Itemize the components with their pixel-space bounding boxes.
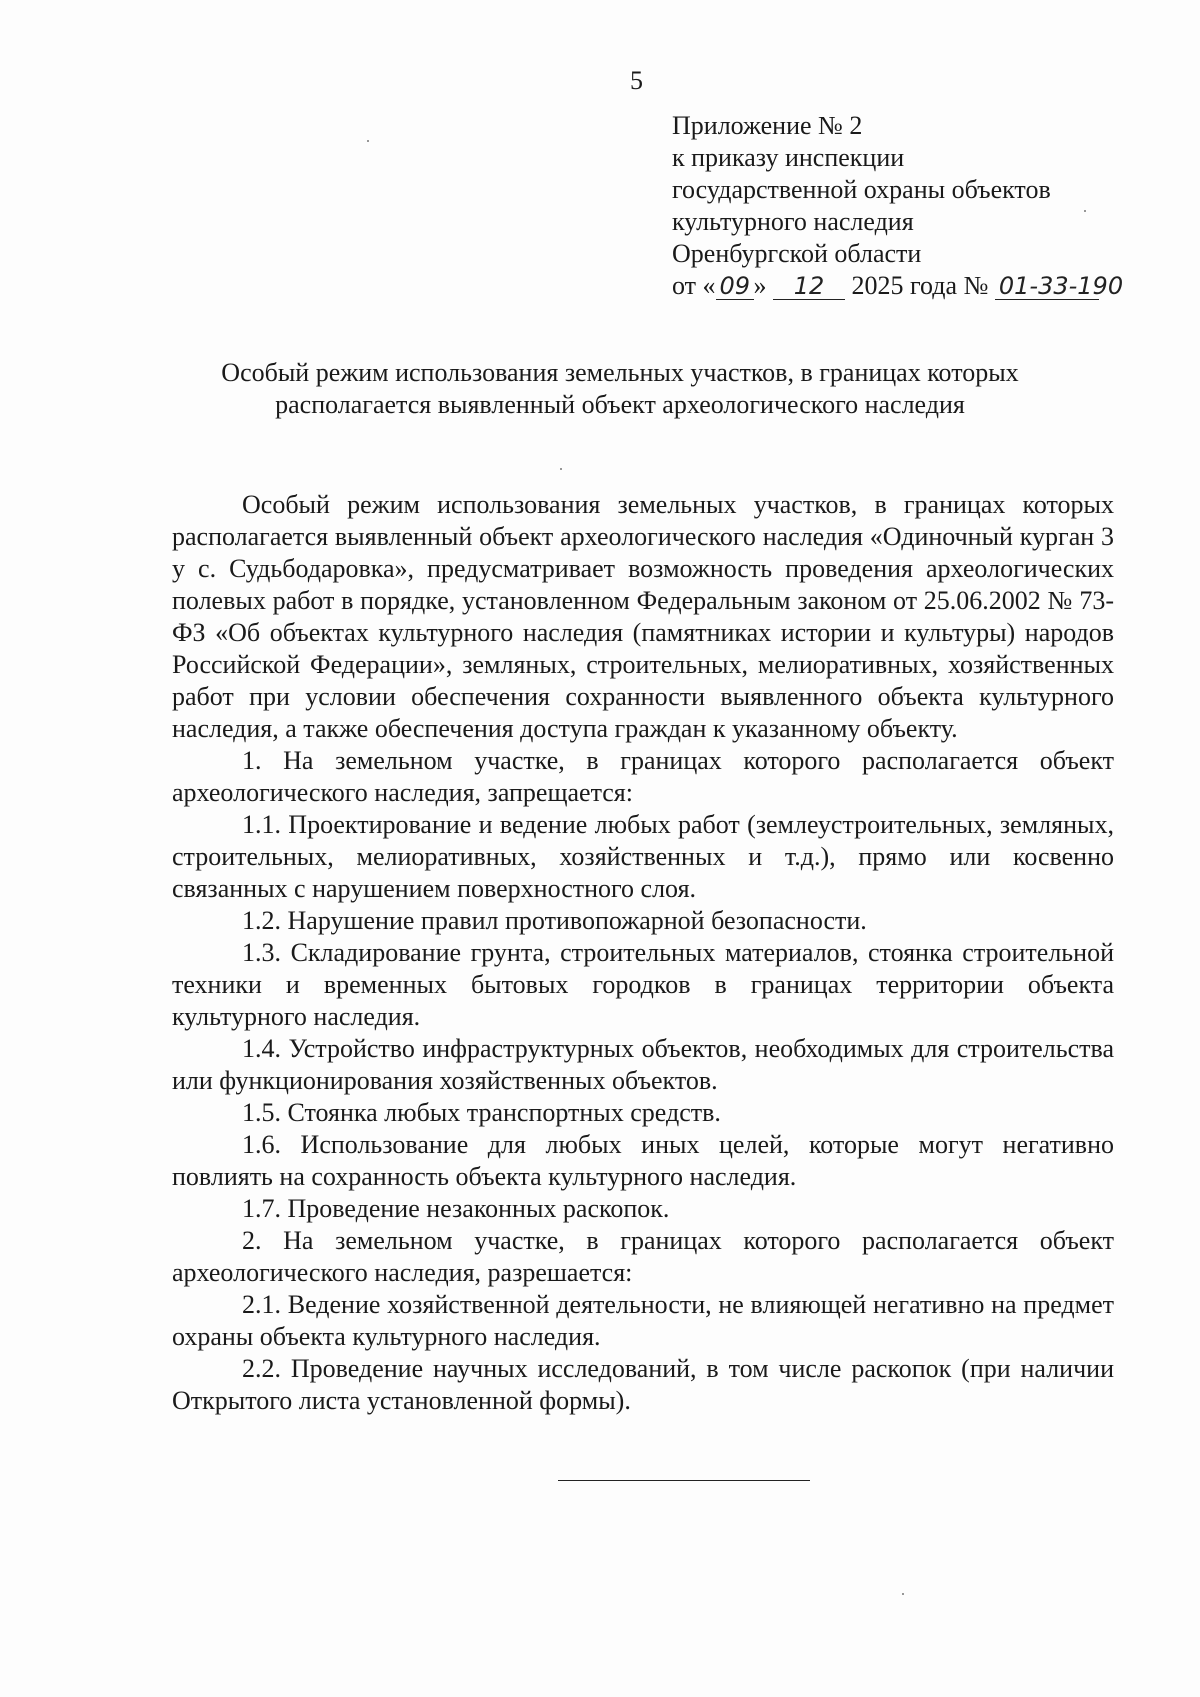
handwritten-month: 12 (773, 273, 845, 300)
scan-speck (560, 468, 562, 470)
paragraph-item-2-2: 2.2. Проведение научных исследований, в том числе раскопок (при наличии Открытого листа установленной формы). (172, 1354, 1114, 1415)
document-body (172, 489, 1114, 1417)
handwritten-order-number: 01-33-190 (995, 273, 1099, 300)
annex-line-3: государственной охраны объектов (672, 175, 1051, 204)
scan-speck (1084, 210, 1086, 212)
document-title (150, 357, 1090, 421)
annex-line-1: Приложение № 2 (672, 111, 863, 140)
end-divider (558, 1480, 810, 1481)
paragraph-intro: Особый режим использования земельных участков, в границах которых располагается выявленный объект археологического наследия «Одиночный курган 3 у с. Судьбодаровка», предусматривает возможность проведения археологических полевых работ в порядке, установленном Федеральным законом от 25.06.2002 № 73-ФЗ «Об объектах культурного наследия (памятниках истории и культуры) народов Российской Федерации», земляных, строительных, мелиоративных, хозяйственных работ при условии обеспечения сохранности выявленного объекта культурного наследия, а также обеспечения доступа граждан к указанному объекту. (172, 490, 1114, 743)
paragraph-item-1-1: 1.1. Проектирование и ведение любых работ (землеустроительных, земляных, строительных, мелиоративных, хозяйственных и т.д.), прямо или косвенно связанных с нарушением поверхностного слоя. (172, 810, 1114, 903)
date-mid: » (753, 271, 767, 300)
scan-speck (367, 140, 369, 142)
annex-date-line (672, 270, 1172, 302)
annex-line-2: к приказу инспекции (672, 143, 905, 172)
paragraph-item-1-7: 1.7. Проведение незаконных раскопок. (242, 1194, 670, 1223)
annex-line-4: культурного наследия (672, 207, 914, 236)
paragraph-item-1-5: 1.5. Стоянка любых транспортных средств. (242, 1098, 721, 1127)
annex-line-5: Оренбургской области (672, 239, 922, 268)
date-year: 2025 года № (851, 271, 989, 300)
page-number: 5 (630, 66, 643, 95)
scan-speck (902, 1593, 904, 1595)
paragraph-item-2: 2. На земельном участке, в границах которого располагается объект археологического наследия, разрешается: (172, 1226, 1114, 1287)
paragraph-item-1: 1. На земельном участке, в границах которого располагается объект археологического наследия, запрещается: (172, 746, 1114, 807)
title-line-2: располагается выявленный объект археологического наследия (275, 390, 965, 419)
paragraph-item-2-1: 2.1. Ведение хозяйственной деятельности, не влияющей негативно на предмет охраны объекта культурного наследия. (172, 1290, 1114, 1351)
paragraph-item-1-6: 1.6. Использование для любых иных целей, которые могут негативно повлиять на сохранность объекта культурного наследия. (172, 1130, 1114, 1191)
title-line-1: Особый режим использования земельных участков, в границах которых (221, 358, 1019, 387)
annex-block (672, 110, 1172, 302)
handwritten-day: 09 (716, 273, 754, 300)
paragraph-item-1-4: 1.4. Устройство инфраструктурных объектов, необходимых для строительства или функционирования хозяйственных объектов. (172, 1034, 1114, 1095)
date-prefix: от « (672, 271, 716, 300)
paragraph-item-1-3: 1.3. Складирование грунта, строительных материалов, стоянка строительной техники и временных бытовых городков в границах территории объекта культурного наследия. (172, 938, 1114, 1031)
paragraph-item-1-2: 1.2. Нарушение правил противопожарной безопасности. (242, 906, 867, 935)
